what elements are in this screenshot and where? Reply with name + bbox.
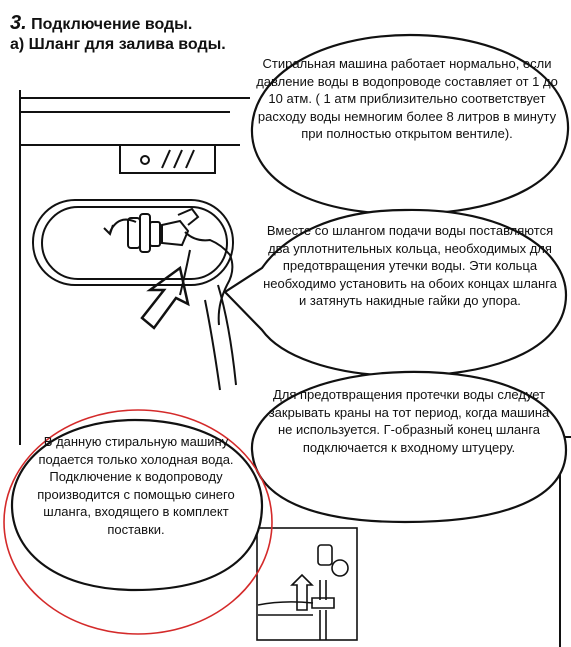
bubble-pressure-text: Стиральная машина работает нормально, если давление воды в водопроводе составляет от 1 до 10 атм. ( 1 атм приблизительно соответствует расходу воды немногим более 8 литров в минуту при полностью открытом вентиле).	[256, 56, 558, 141]
hose-connector-drawing	[104, 209, 236, 390]
section-number: 3.	[10, 12, 27, 34]
bubble-closing-text: Для предотвращения протечки воды следует закрывать краны на тот период, когда машина не используется. Г-образный конец шланга подключается к входному штуцеру.	[268, 387, 550, 455]
inset-tap-drawing	[257, 528, 357, 640]
section-subtitle: а) Шланг для залива воды.	[10, 36, 226, 53]
bubble-cold-water-text: В данную стиральную машину подается только холодная вода. Подключение к водопроводу производится с помощью синего шланга, входящего в комплект поставки.	[37, 434, 235, 537]
section-title: Подключение воды.	[31, 16, 193, 33]
washing-machine-drawing	[20, 90, 250, 445]
bubble-rings-text: Вместе со шлангом подачи воды поставляются два уплотнительных кольца, необходимых для предотвращения утечки воды. Эти кольца необходимо установить на обоих концах шланга и затянуть накидные гайки до упора.	[263, 223, 557, 308]
